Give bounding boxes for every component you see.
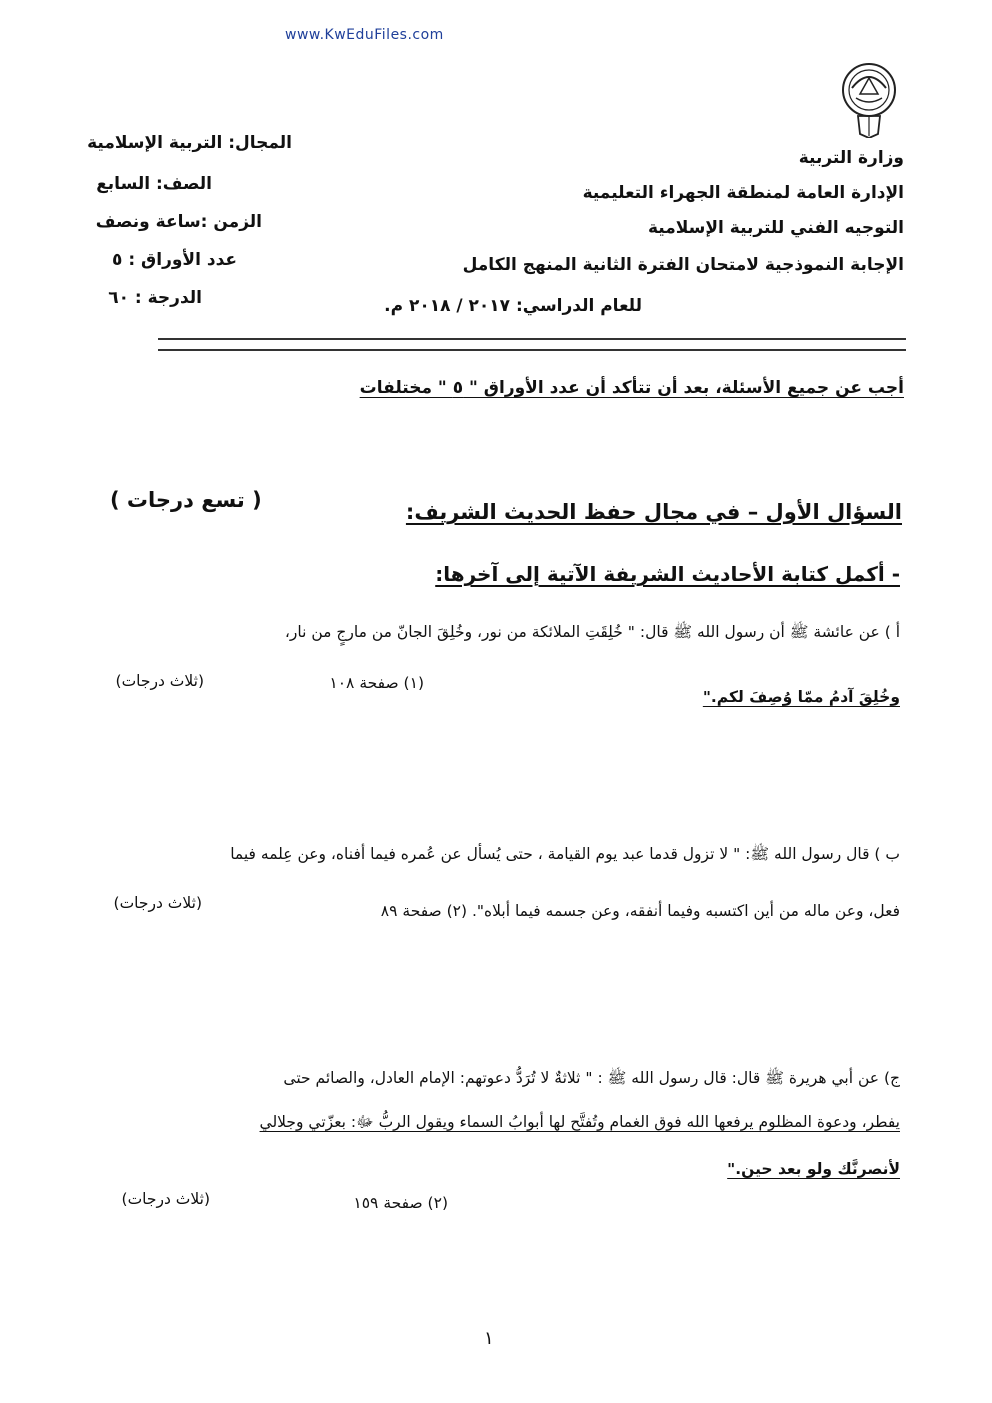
- page-number: ١: [484, 1328, 494, 1349]
- header-divider: [158, 338, 906, 351]
- exam-instruction: أجب عن جميع الأسئلة، بعد أن تتأكد أن عدد الأوراق " ٥ " مختلفات: [359, 378, 904, 398]
- hadith-c-reference: (٢) صفحة ١٥٩: [353, 1194, 448, 1212]
- hadith-b-line2: فعل، وعن ماله من أين اكتسبه وفيما أنفقه، وعن جسمه فيما أبلاه". (٢) صفحة ٨٩: [380, 902, 900, 920]
- pages-field: عدد الأوراق : ٥: [112, 250, 237, 270]
- ministry-name: وزارة التربية: [798, 148, 904, 168]
- hadith-c-line3: لأنصرنَّك ولو بعد حين.": [727, 1160, 900, 1178]
- site-url[interactable]: www.KwEduFiles.com: [285, 27, 444, 43]
- grade-field: الصف: السابع: [96, 174, 212, 194]
- time-field: الزمن :ساعة ونصف: [95, 212, 262, 232]
- directorate-name: الإدارة العامة لمنطقة الجهراء التعليمية: [582, 183, 904, 203]
- supervision-name: التوجيه الفني للتربية الإسلامية: [647, 218, 904, 238]
- kuwait-emblem-icon: [838, 58, 900, 138]
- hadith-a-line1: أ ) عن عائشة ﷺ أن رسول الله ﷺ قال: " خُلِقَتِ الملائكة من نور، وخُلِقَ الجانّ من مارجٍ من نار،: [284, 623, 900, 641]
- hadith-c-marks: (ثلاث درجات): [121, 1190, 210, 1208]
- subject-field: المجال: التربية الإسلامية: [87, 133, 292, 153]
- hadith-c-line1: ج) عن أبي هريرة ﷺ قال: قال رسول الله ﷺ : " ثلاثةٌ لا تُرَدُّ دعوتهم: الإمام العادل، والصائم حتى: [283, 1069, 900, 1087]
- question-title: السؤال الأول – في مجال حفظ الحديث الشريف:: [405, 500, 902, 524]
- hadith-b-marks: (ثلاث درجات): [113, 894, 202, 912]
- hadith-b-line1: ب ) قال رسول الله ﷺ: " لا تزول قدما عبد يوم القيامة ، حتى يُسأل عن عُمره فيما أفناه، وعن عِلمه فيما: [230, 845, 900, 863]
- hadith-c-line2: يفطر، ودعوة المظلوم يرفعها الله فوق الغمام وتُفتَّح لها أبوابُ السماء ويقول الربُّ ﷻ: بعزّتي وجلالي: [259, 1113, 900, 1131]
- score-field: الدرجة : ٦٠: [108, 288, 202, 308]
- hadith-a-marks: (ثلاث درجات): [115, 672, 204, 690]
- hadith-a-reference: (١) صفحة ١٠٨: [329, 674, 424, 692]
- exam-title: الإجابة النموذجية لامتحان الفترة الثانية المنهج الكامل: [462, 255, 904, 275]
- school-year: للعام الدراسي: ٢٠١٧ / ٢٠١٨ م.: [384, 296, 642, 316]
- question-subtitle: - أكمل كتابة الأحاديث الشريفة الآتية إلى آخرها:: [435, 562, 900, 586]
- hadith-a-line2: وخُلِقَ آدمُ ممّا وُصِفَ لكم.": [702, 688, 900, 706]
- question-marks: ( تسع درجات ): [110, 488, 262, 512]
